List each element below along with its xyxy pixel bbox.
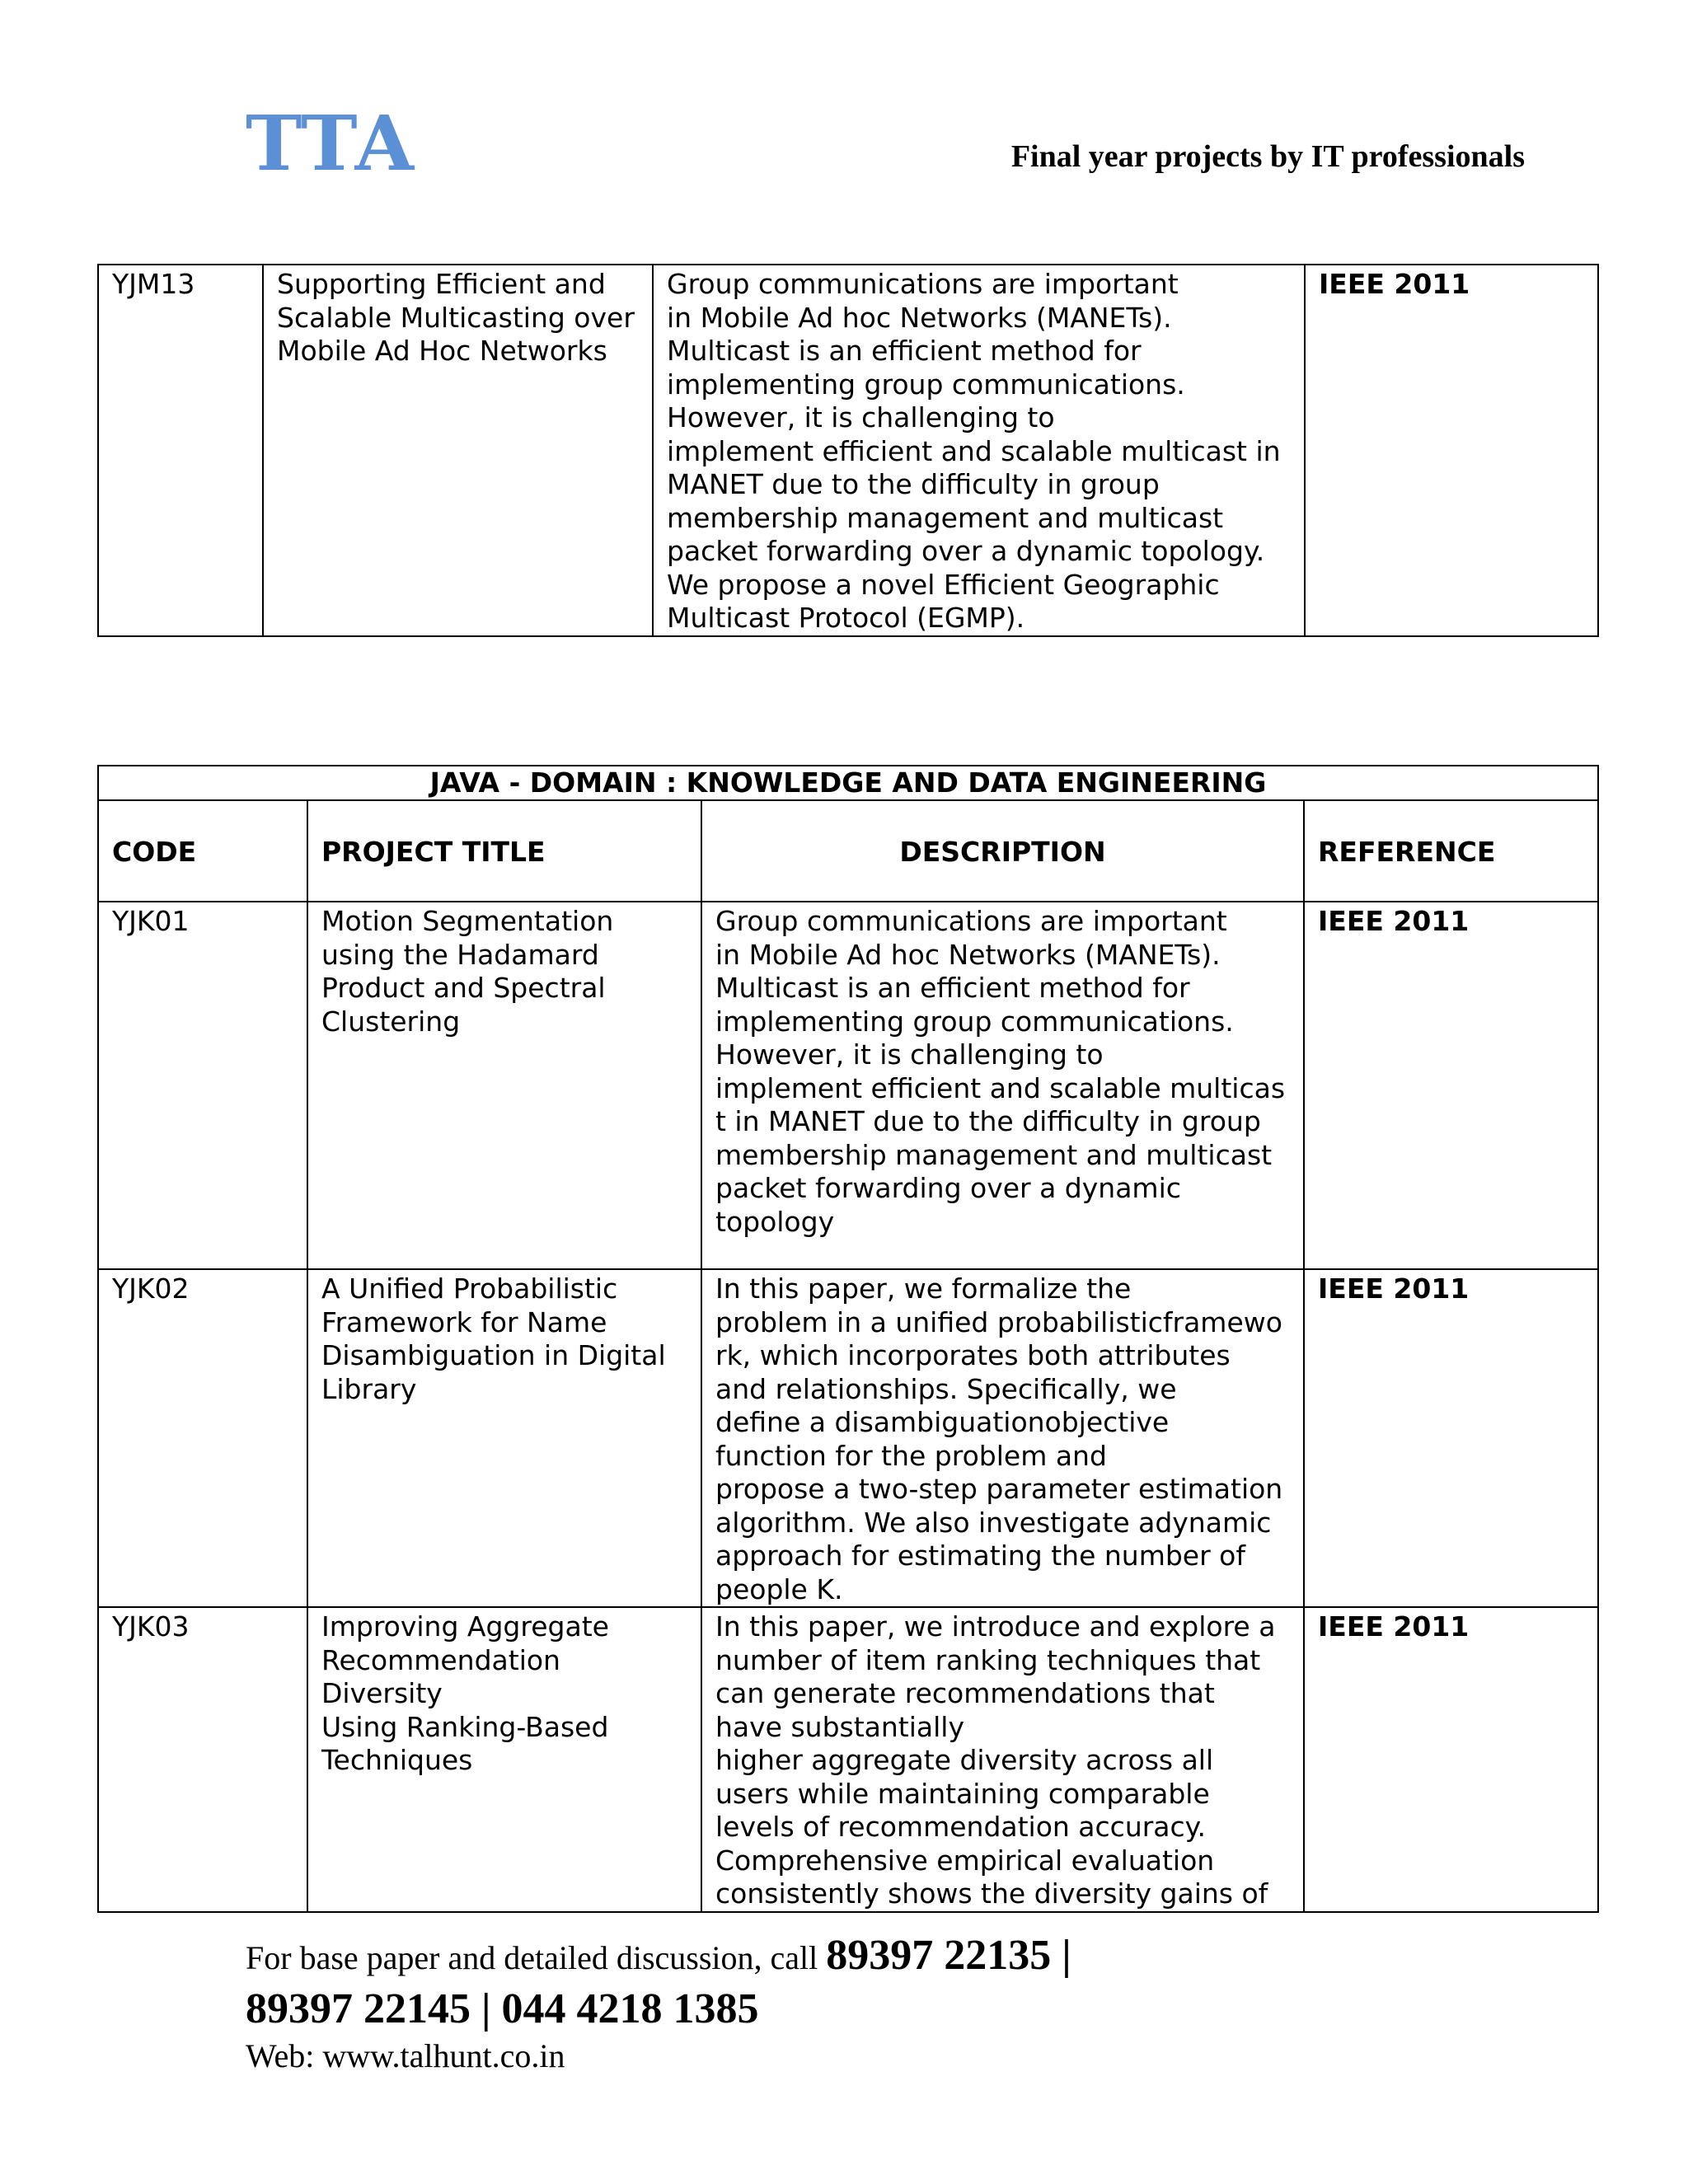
project-description: In this paper, we formalize the problem in a unified probabilisticframewo rk, which incorporates both attributes and relationships. Specifically, we define a disambiguationobjective function for the problem and propose a two-step parameter estimation algorithm. We also investigate adynamic approach for estimating the number of people K. bbox=[701, 1269, 1304, 1607]
project-title: Improving Aggregate Recommendation Diversity Using Ranking-Based Techniques bbox=[307, 1607, 701, 1912]
project-code: YJM13 bbox=[98, 265, 263, 636]
project-reference: IEEE 2011 bbox=[1304, 1607, 1598, 1912]
column-header-reference: REFERENCE bbox=[1304, 800, 1598, 902]
project-code: YJK02 bbox=[98, 1269, 307, 1607]
table-row bbox=[98, 902, 1598, 1269]
project-reference: IEEE 2011 bbox=[1304, 902, 1598, 1269]
tagline: Final year projects by IT professionals bbox=[1010, 139, 1525, 174]
footer-line-1 bbox=[246, 1930, 1400, 1984]
footer-website: Web: www.talhunt.co.in bbox=[246, 2037, 565, 2074]
column-header-description: DESCRIPTION bbox=[701, 800, 1304, 902]
column-header-title: PROJECT TITLE bbox=[307, 800, 701, 902]
project-title: Motion Segmentation using the Hadamard Product and Spectral Clustering bbox=[307, 902, 701, 1269]
table-row bbox=[98, 265, 1598, 636]
project-code: YJK01 bbox=[98, 902, 307, 1269]
header-row bbox=[98, 800, 1598, 902]
logo: TTA bbox=[246, 99, 415, 188]
footer-phones: 89397 22145 | 044 4218 1385 bbox=[246, 1985, 759, 2032]
project-description: Group communications are important in Mobile Ad hoc Networks (MANETs). Multicast is an efficient method for implementing group communications. However, it is challenging to implement efficient and scalable multicast in MANET due to the difficulty in group membership management and multicast packet forwarding over a dynamic topology. We propose a novel Efficient Geographic Multicast Protocol (EGMP). bbox=[653, 265, 1305, 636]
project-code: YJK03 bbox=[98, 1607, 307, 1912]
project-table-continued bbox=[97, 264, 1599, 637]
domain-heading: JAVA - DOMAIN : KNOWLEDGE AND DATA ENGINEERING bbox=[98, 766, 1598, 800]
project-description: In this paper, we introduce and explore a number of item ranking techniques that can generate recommendations that have substantially higher aggregate diversity across all users while maintaining comparable levels of recommendation accuracy. Comprehensive empirical evaluation consistently shows the diversity gains of bbox=[701, 1607, 1304, 1912]
footer-phone-1: 89397 22135 | bbox=[826, 1932, 1071, 1979]
project-description: Group communications are important in Mobile Ad hoc Networks (MANETs). Multicast is an efficient method for implementing group communications. However, it is challenging to implement efficient and scalable multicas t in MANET due to the difficulty in group membership management and multicast packet forwarding over a dynamic topology bbox=[701, 902, 1304, 1269]
table-row bbox=[98, 1269, 1598, 1607]
footer-contact bbox=[246, 1930, 1400, 2078]
project-table bbox=[97, 765, 1599, 1913]
project-title: Supporting Efficient and Scalable Multicasting over Mobile Ad Hoc Networks bbox=[263, 265, 653, 636]
footer-call-text: For base paper and detailed discussion, call bbox=[246, 1939, 827, 1976]
column-header-code: CODE bbox=[98, 800, 307, 902]
project-reference: IEEE 2011 bbox=[1305, 265, 1598, 636]
project-title: A Unified Probabilistic Framework for Name Disambiguation in Digital Library bbox=[307, 1269, 701, 1607]
table-row bbox=[98, 1607, 1598, 1912]
domain-row bbox=[98, 766, 1598, 800]
project-reference: IEEE 2011 bbox=[1304, 1269, 1598, 1607]
